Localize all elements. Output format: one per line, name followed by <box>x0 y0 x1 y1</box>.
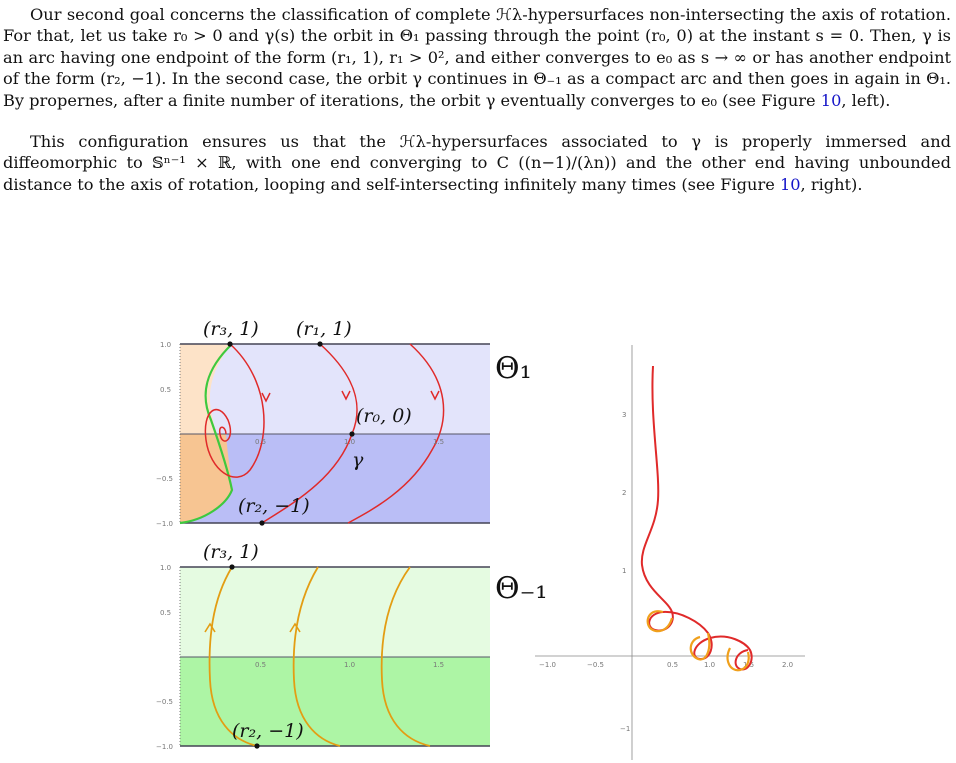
region-label-theta1: Θ₁ <box>495 351 532 386</box>
tick-label: 1.0 <box>160 564 172 572</box>
point-r1 <box>317 341 322 346</box>
tick-label: −1 <box>620 725 631 733</box>
label-r2: (r₂, −1) <box>238 495 310 517</box>
profile-curve-plot <box>535 345 805 760</box>
label-r0: (r₀, 0) <box>356 405 412 427</box>
tick-label: 1.5 <box>433 438 445 446</box>
label-r3: (r₃, 1) <box>203 318 259 340</box>
tick-label: 0.5 <box>160 386 172 394</box>
red-profile-curve <box>642 366 755 669</box>
lower-region <box>180 657 490 746</box>
point-r3 <box>229 564 234 569</box>
point-r0 <box>349 431 354 436</box>
tick-label: −1.0 <box>156 520 173 528</box>
region-label-theta-minus-1: Θ₋₁ <box>495 571 548 606</box>
label-gamma: γ <box>352 449 364 471</box>
tick-label: −0.5 <box>587 661 604 669</box>
label-r3: (r₃, 1) <box>203 541 259 563</box>
tick-label: 2.0 <box>782 661 794 669</box>
tick-label: 1 <box>622 567 627 575</box>
tick-label: 1.0 <box>160 341 172 349</box>
tick-label: 0.5 <box>160 609 172 617</box>
tick-label: −1.0 <box>156 743 173 751</box>
paragraph-text: This configuration ensures us that the ℋλ-hypersurfaces associated to γ is properly immersed and diffeomorphic to 𝕊ⁿ⁻¹ × ℝ, with one end converging to C ((n−1)/(λn)) and the other end having unbounded distance to the axis of rotation, looping and self-intersecting infinitely many times (see Figure 10, right). <box>3 132 951 194</box>
tick-label: 1.0 <box>344 661 356 669</box>
point-r2 <box>259 520 264 525</box>
figure-link[interactable]: 10 <box>820 90 842 110</box>
tick-label: 2 <box>622 489 627 497</box>
tick-label: 0.5 <box>255 661 267 669</box>
tick-label: 0.5 <box>667 661 679 669</box>
tick-label: −1.0 <box>539 661 556 669</box>
label-r2: (r₂, −1) <box>232 720 304 742</box>
bottom-phase-panel <box>156 541 547 751</box>
tick-label: 1.0 <box>344 438 356 446</box>
tick-label: −0.5 <box>156 698 173 706</box>
orange-loop-segment <box>691 633 710 659</box>
point-r3 <box>227 341 232 346</box>
tick-label: 1.0 <box>704 661 716 669</box>
top-phase-panel <box>156 318 532 528</box>
point-r2 <box>254 743 259 748</box>
tick-label: 1.5 <box>433 661 445 669</box>
tick-label: −0.5 <box>156 475 173 483</box>
paragraph-text: Our second goal concerns the classification of complete ℋλ-hypersurfaces non-intersecting the axis of rotation. For that, let us take r₀ > 0 and γ(s) the orbit in Θ₁ passing through the point (r₀, 0) at the instant s = 0. Then, γ is an arc having one endpoint of the form (r₁, 1), r₁ > 0², and either converges to e₀ as s → ∞ or has another endpoint of the form (r₂, −1). In the second case, the orbit γ continues in Θ₋₁ as a compact arc and then goes in again in Θ₁. By propernes, after a finite number of iterations, the orbit γ eventually converges to e₀ (see Figure 10, left). <box>3 5 951 110</box>
tick-label: 0.5 <box>255 438 267 446</box>
figure-link[interactable]: 10 <box>779 174 801 194</box>
upper-region <box>180 567 490 657</box>
tick-label: 3 <box>622 411 627 419</box>
label-r1: (r₁, 1) <box>296 318 352 340</box>
tick-label: 1.5 <box>743 661 755 669</box>
